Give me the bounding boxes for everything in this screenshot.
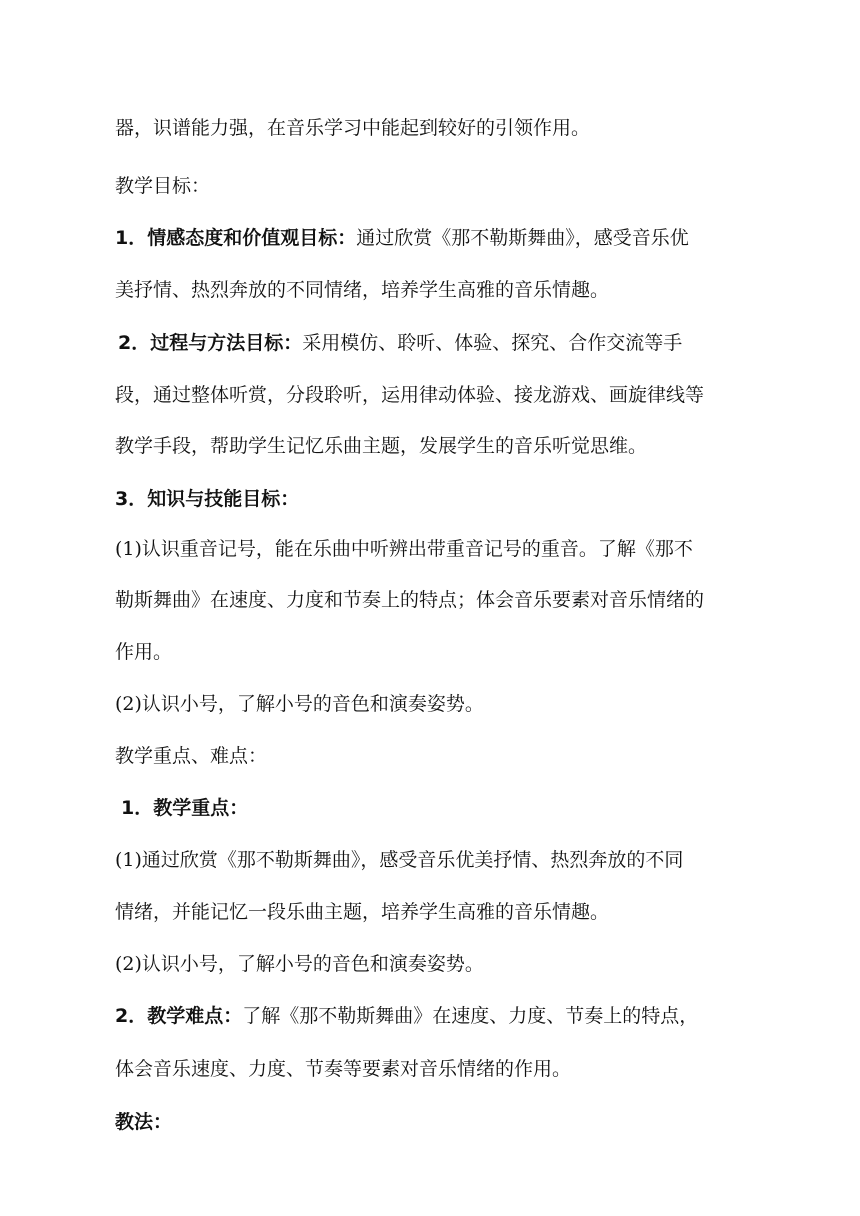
goal-3-line xyxy=(115,487,299,511)
key-point-label-line xyxy=(121,796,248,820)
goal-3-item-1: (1)认识重音记号，能在乐曲中听辨出带重音记号的重音。了解《那不 xyxy=(115,538,693,560)
difficulty-continuation: 体会音乐速度、力度、节奏等要素对音乐情绪的作用。 xyxy=(115,1058,572,1080)
key-point-label: 1．教学重点： xyxy=(121,797,249,819)
goal-1-label: 1．情感态度和价值观目标： xyxy=(115,227,357,249)
key-point-item-2: (2)认识小号，了解小号的音色和演奏姿势。 xyxy=(115,953,484,975)
difficulty-line: 2．教学难点：了解《那不勒斯舞曲》在速度、力度、节奏上的特点， xyxy=(115,1005,699,1027)
goal-3-item-1-continuation-1: 勒斯舞曲》在速度、力度和节奏上的特点；体会音乐要素对音乐情绪的 xyxy=(115,589,705,611)
difficulty-label: 2．教学难点： xyxy=(115,1005,243,1027)
goal-1-continuation: 美抒情、热烈奔放的不同情绪，培养学生高雅的音乐情趣。 xyxy=(115,279,610,301)
goal-3-item-1-continuation-2: 作用。 xyxy=(115,641,173,663)
goal-3-item-2: (2)认识小号，了解小号的音色和演奏姿势。 xyxy=(115,693,484,715)
goal-2-continuation-1: 段，通过整体听赏，分段聆听，运用律动体验、接龙游戏、画旋律线等 xyxy=(115,384,705,406)
key-point-item-1: (1)通过欣赏《那不勒斯舞曲》，感受音乐优美抒情、热烈奔放的不同 xyxy=(115,849,684,871)
heading-teaching-goals: 教学目标： xyxy=(115,175,211,197)
goal-3-label: 3．知识与技能目标： xyxy=(115,488,300,510)
heading-key-points: 教学重点、难点： xyxy=(115,745,268,767)
goal-2-label: 2．过程与方法目标： xyxy=(118,332,303,354)
goal-1-line: 1．情感态度和价值观目标：通过欣赏《那不勒斯舞曲》，感受音乐优 xyxy=(115,227,689,249)
goal-2-line: 2．过程与方法目标：采用模仿、聆听、体验、探究、合作交流等手 xyxy=(118,332,683,354)
key-point-item-1-continuation: 情绪，并能记忆一段乐曲主题，培养学生高雅的音乐情趣。 xyxy=(115,901,610,923)
goal-2-continuation-2: 教学手段，帮助学生记忆乐曲主题，发展学生的音乐听觉思维。 xyxy=(115,435,648,457)
paragraph-line-1: 器，识谱能力强，在音乐学习中能起到较好的引领作用。 xyxy=(115,117,591,139)
heading-teaching-methods: 教法： xyxy=(115,1111,173,1133)
